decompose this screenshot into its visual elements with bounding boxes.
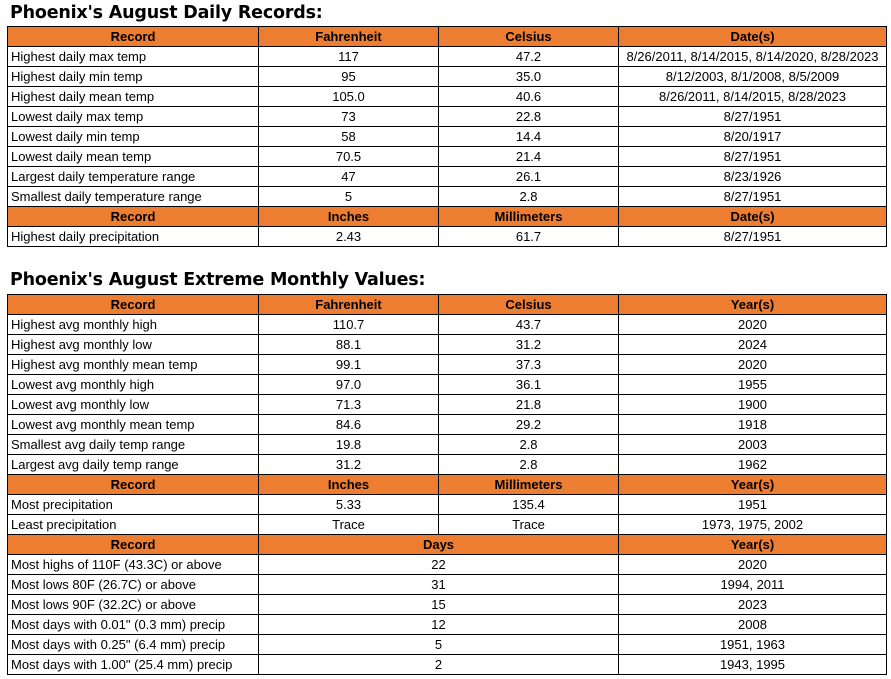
record-label: Highest daily mean temp <box>8 87 259 107</box>
monthly-values-title: Phoenix's August Extreme Monthly Values: <box>10 270 426 290</box>
table-cell: 31 <box>259 575 619 595</box>
table-cell: 2020 <box>619 555 887 575</box>
column-header: Record <box>8 295 259 315</box>
record-label: Lowest avg monthly mean temp <box>8 415 259 435</box>
record-label: Largest daily temperature range <box>8 167 259 187</box>
table-cell: 58 <box>259 127 439 147</box>
column-header: Celsius <box>439 295 619 315</box>
column-header: Record <box>8 27 259 47</box>
table-cell: 8/20/1917 <box>619 127 887 147</box>
table-cell: 2 <box>259 655 619 675</box>
table-row <box>8 47 887 67</box>
table-cell: 8/26/2011, 8/14/2015, 8/14/2020, 8/28/2023 <box>619 47 887 67</box>
table-row <box>8 167 887 187</box>
header-row <box>8 207 887 227</box>
table-cell: 12 <box>259 615 619 635</box>
table-cell: 1994, 2011 <box>619 575 887 595</box>
table-row <box>8 395 887 415</box>
table-cell: 2020 <box>619 315 887 335</box>
table-row <box>8 595 887 615</box>
table-cell: 117 <box>259 47 439 67</box>
table-cell: 1951, 1963 <box>619 635 887 655</box>
table-cell: 2.8 <box>439 187 619 207</box>
column-header: Year(s) <box>619 475 887 495</box>
record-label: Lowest avg monthly high <box>8 375 259 395</box>
table-cell: 43.7 <box>439 315 619 335</box>
column-header: Millimeters <box>439 475 619 495</box>
table-row <box>8 435 887 455</box>
table-cell: 97.0 <box>259 375 439 395</box>
table-row <box>8 575 887 595</box>
table-row <box>8 415 887 435</box>
monthly-values-table <box>7 294 887 675</box>
table-cell: 105.0 <box>259 87 439 107</box>
table-cell: 8/26/2011, 8/14/2015, 8/28/2023 <box>619 87 887 107</box>
column-header: Year(s) <box>619 535 887 555</box>
table-cell: 40.6 <box>439 87 619 107</box>
table-row <box>8 107 887 127</box>
table-cell: 70.5 <box>259 147 439 167</box>
table-row <box>8 355 887 375</box>
record-label: Smallest daily temperature range <box>8 187 259 207</box>
table-cell: 2.8 <box>439 435 619 455</box>
table-cell: 2.43 <box>259 227 439 247</box>
table-cell: 8/27/1951 <box>619 187 887 207</box>
table-row <box>8 375 887 395</box>
table-cell: 2.8 <box>439 455 619 475</box>
table-cell: 8/27/1951 <box>619 107 887 127</box>
table-row <box>8 187 887 207</box>
table-cell: 1900 <box>619 395 887 415</box>
table-cell: 1943, 1995 <box>619 655 887 675</box>
table-cell: 47.2 <box>439 47 619 67</box>
table-cell: 110.7 <box>259 315 439 335</box>
record-label: Most lows 80F (26.7C) or above <box>8 575 259 595</box>
daily-records-table <box>7 26 887 247</box>
record-label: Most days with 1.00" (25.4 mm) precip <box>8 655 259 675</box>
table-row <box>8 315 887 335</box>
table-cell: 5.33 <box>259 495 439 515</box>
table-row <box>8 335 887 355</box>
table-cell: 8/23/1926 <box>619 167 887 187</box>
table-cell: 2023 <box>619 595 887 615</box>
record-label: Lowest daily min temp <box>8 127 259 147</box>
table-cell: 1951 <box>619 495 887 515</box>
column-header: Record <box>8 475 259 495</box>
table-cell: 71.3 <box>259 395 439 415</box>
table-cell: 73 <box>259 107 439 127</box>
record-label: Lowest avg monthly low <box>8 395 259 415</box>
table-cell: 14.4 <box>439 127 619 147</box>
table-cell: 31.2 <box>259 455 439 475</box>
table-cell: 15 <box>259 595 619 615</box>
column-header: Date(s) <box>619 27 887 47</box>
column-header: Fahrenheit <box>259 27 439 47</box>
table-cell: 2024 <box>619 335 887 355</box>
record-label: Most lows 90F (32.2C) or above <box>8 595 259 615</box>
table-row <box>8 515 887 535</box>
table-cell: 22.8 <box>439 107 619 127</box>
table-cell: 21.4 <box>439 147 619 167</box>
table-row <box>8 455 887 475</box>
table-cell: 2020 <box>619 355 887 375</box>
record-label: Most highs of 110F (43.3C) or above <box>8 555 259 575</box>
table-cell: 37.3 <box>439 355 619 375</box>
table-cell: 8/12/2003, 8/1/2008, 8/5/2009 <box>619 67 887 87</box>
record-label: Highest daily precipitation <box>8 227 259 247</box>
table-cell: 21.8 <box>439 395 619 415</box>
daily-records-title: Phoenix's August Daily Records: <box>10 3 323 23</box>
table-cell: 2008 <box>619 615 887 635</box>
table-cell: 1918 <box>619 415 887 435</box>
table-row <box>8 635 887 655</box>
table-row <box>8 615 887 635</box>
table-cell: 135.4 <box>439 495 619 515</box>
column-header: Year(s) <box>619 295 887 315</box>
table-row <box>8 67 887 87</box>
record-label: Highest avg monthly mean temp <box>8 355 259 375</box>
record-label: Highest avg monthly low <box>8 335 259 355</box>
table-cell: 5 <box>259 635 619 655</box>
table-row <box>8 147 887 167</box>
record-label: Least precipitation <box>8 515 259 535</box>
header-row <box>8 295 887 315</box>
table-cell: 26.1 <box>439 167 619 187</box>
table-cell: 19.8 <box>259 435 439 455</box>
table-cell: 22 <box>259 555 619 575</box>
record-label: Smallest avg daily temp range <box>8 435 259 455</box>
column-header: Celsius <box>439 27 619 47</box>
column-header: Record <box>8 207 259 227</box>
table-row <box>8 655 887 675</box>
table-cell: 36.1 <box>439 375 619 395</box>
table-cell: 35.0 <box>439 67 619 87</box>
table-cell: 84.6 <box>259 415 439 435</box>
header-row <box>8 535 887 555</box>
table-cell: 47 <box>259 167 439 187</box>
table-cell: 88.1 <box>259 335 439 355</box>
column-header: Date(s) <box>619 207 887 227</box>
column-header: Inches <box>259 475 439 495</box>
table-cell: Trace <box>259 515 439 535</box>
table-cell: 29.2 <box>439 415 619 435</box>
record-label: Lowest daily max temp <box>8 107 259 127</box>
record-label: Most precipitation <box>8 495 259 515</box>
table-row <box>8 227 887 247</box>
column-header: Millimeters <box>439 207 619 227</box>
table-cell: 8/27/1951 <box>619 227 887 247</box>
table-row <box>8 87 887 107</box>
table-cell: 61.7 <box>439 227 619 247</box>
record-label: Lowest daily mean temp <box>8 147 259 167</box>
record-label: Largest avg daily temp range <box>8 455 259 475</box>
table-cell: 1955 <box>619 375 887 395</box>
table-cell: 1962 <box>619 455 887 475</box>
table-cell: 95 <box>259 67 439 87</box>
header-row <box>8 27 887 47</box>
table-cell: 99.1 <box>259 355 439 375</box>
record-label: Highest daily max temp <box>8 47 259 67</box>
record-label: Highest avg monthly high <box>8 315 259 335</box>
table-row <box>8 495 887 515</box>
header-row <box>8 475 887 495</box>
record-label: Most days with 0.25" (6.4 mm) precip <box>8 635 259 655</box>
table-cell: 5 <box>259 187 439 207</box>
table-row <box>8 555 887 575</box>
table-cell: 31.2 <box>439 335 619 355</box>
table-row <box>8 127 887 147</box>
record-label: Most days with 0.01" (0.3 mm) precip <box>8 615 259 635</box>
table-cell: 8/27/1951 <box>619 147 887 167</box>
table-cell: 2003 <box>619 435 887 455</box>
column-header: Inches <box>259 207 439 227</box>
column-header: Record <box>8 535 259 555</box>
table-cell: 1973, 1975, 2002 <box>619 515 887 535</box>
column-header: Days <box>259 535 619 555</box>
table-cell: Trace <box>439 515 619 535</box>
column-header: Fahrenheit <box>259 295 439 315</box>
record-label: Highest daily min temp <box>8 67 259 87</box>
